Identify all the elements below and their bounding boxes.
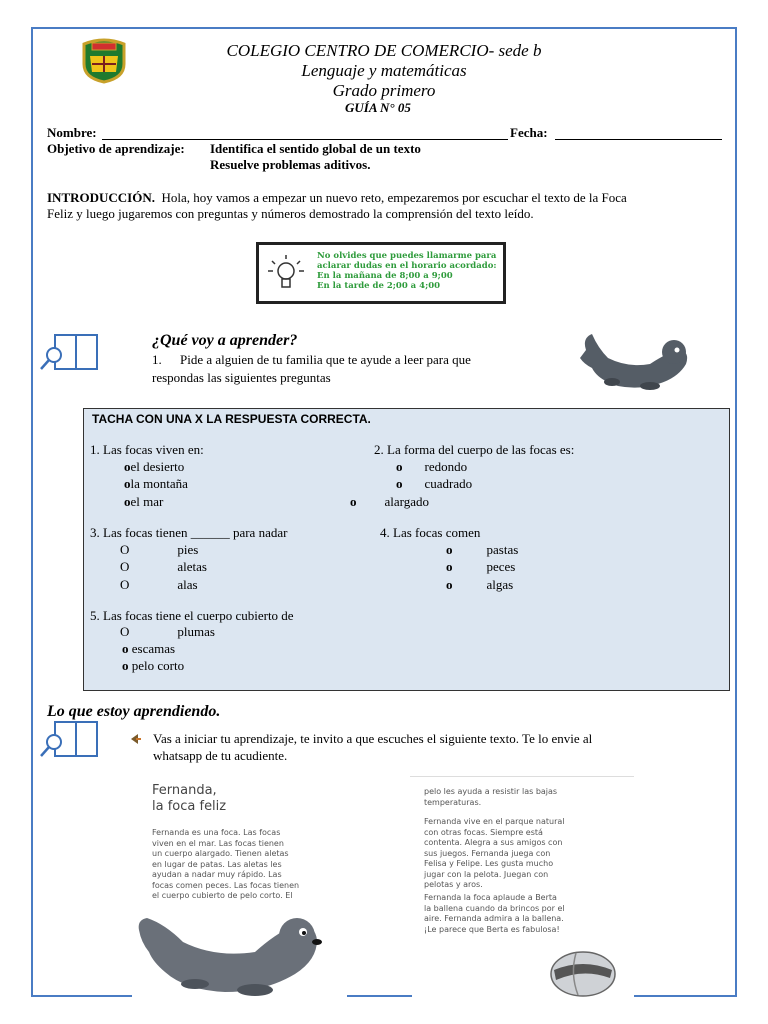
section2-line1: Vas a iniciar tu aprendizaje, te invito a que escuches el siguiente texto. Te lo envie al bbox=[153, 731, 593, 746]
question-5: 5. Las focas tiene el cuerpo cubierto de bbox=[90, 608, 294, 623]
story-left-text: Fernanda es una foca. Las focas viven en el mar. Las focas tienen un cuerpo alargado. Tienen aletas en lugar de patas. Las aletas les ayudan a nadar muy rápido. Las focas comen peces. Las focas tienen el cuerpo cubierto de pelo corto. El bbox=[152, 828, 300, 900]
q4-option-algas[interactable]: o algas bbox=[446, 577, 514, 592]
q1-option-mar[interactable]: oel mar bbox=[124, 494, 164, 509]
q1-option-desierto[interactable]: oel desierto bbox=[124, 459, 185, 474]
story-right-text-2: Fernanda vive en el parque natural con otras focas. Siempre está contenta. Alegra a sus amigos con sus juegos. Fernanda juega con Felisa y Felipe. Les gusta mucho jugar con la pelota. Juegan con pelotas y aros. bbox=[424, 817, 565, 889]
guide-number: GUÍA N° 05 bbox=[345, 100, 411, 115]
quiz-box bbox=[83, 408, 730, 691]
section1-title: ¿Qué voy a aprender? bbox=[152, 332, 298, 349]
objective-2: Resuelve problemas aditivos. bbox=[210, 157, 371, 172]
section2-title: Lo que estoy aprendiendo. bbox=[47, 703, 221, 720]
section1-item-line2: respondas las siguientes preguntas bbox=[152, 370, 331, 385]
q1-option-montana[interactable]: ola montaña bbox=[124, 476, 188, 491]
name-label: Nombre: bbox=[47, 125, 97, 140]
story-title: Fernanda, la foca feliz bbox=[152, 783, 227, 814]
section1-item-number: 1. bbox=[152, 352, 162, 367]
q5-option-pelo-corto[interactable]: o pelo corto bbox=[122, 658, 185, 673]
question-4: 4. Las focas comen bbox=[380, 525, 481, 540]
section1-item-line1: Pide a alguien de tu familia que te ayude a leer para que bbox=[180, 352, 471, 367]
intro-line-1 bbox=[47, 190, 627, 206]
q2-option-alargado[interactable]: o alargado bbox=[350, 494, 430, 509]
q5-option-plumas[interactable]: O plumas bbox=[120, 624, 215, 639]
date-label: Fecha: bbox=[510, 125, 548, 140]
question-2: 2. La forma del cuerpo de las focas es: bbox=[374, 442, 575, 457]
tip-text: No olvides que puedes llamarme para aclarar dudas en el horario acordado: En la mañana de 8;00 a 9;00 En la tarde de 2;00 a 4;00 bbox=[317, 251, 497, 291]
q2-option-cuadrado[interactable]: o cuadrado bbox=[396, 476, 473, 491]
q5-option-escamas[interactable]: o escamas bbox=[122, 641, 176, 656]
date-field[interactable] bbox=[555, 125, 722, 140]
q3-option-alas[interactable]: O alas bbox=[120, 577, 198, 592]
name-field[interactable] bbox=[102, 125, 508, 140]
section2-line2: whatsapp de tu acudiente. bbox=[153, 748, 288, 763]
objective-label: Objetivo de aprendizaje: bbox=[47, 141, 185, 156]
book-search-icon bbox=[39, 720, 99, 760]
seal-illustration bbox=[135, 912, 330, 997]
book-search-icon bbox=[39, 333, 99, 373]
question-3: 3. Las focas tienen ______ para nadar bbox=[90, 525, 288, 540]
seal-illustration bbox=[578, 330, 693, 392]
lightbulb-icon bbox=[267, 253, 305, 295]
question-1: 1. Las focas viven en: bbox=[90, 442, 204, 457]
intro-text-2: Feliz y luego jugaremos con preguntas y números demostrado la comprensión del texto leído. bbox=[47, 206, 534, 221]
q2-option-redondo[interactable]: o redondo bbox=[396, 459, 468, 474]
school-name: COLEGIO CENTRO DE COMERCIO- sede b bbox=[226, 41, 542, 60]
intro-label: INTRODUCCIÓN. bbox=[47, 190, 155, 205]
tip-box bbox=[256, 242, 506, 304]
ball-illustration bbox=[548, 950, 618, 998]
story-right-text-1: pelo les ayuda a resistir las bajas temperaturas. bbox=[424, 787, 558, 807]
grade: Grado primero bbox=[332, 81, 436, 100]
objective-1: Identifica el sentido global de un texto bbox=[210, 141, 421, 156]
arrow-bullet-icon bbox=[130, 733, 142, 745]
story-right-text-3: Fernanda la foca aplaude a Berta la ballena cuando da brincos por el aire. Fernanda admira a la ballena. ¡Le parece que Berta es fabulosa! bbox=[424, 893, 565, 934]
intro-text-1: Hola, hoy vamos a empezar un nuevo reto, empezaremos por escuchar el texto de la Foca bbox=[161, 190, 627, 205]
subjects: Lenguaje y matemáticas bbox=[301, 61, 467, 80]
q4-option-pastas[interactable]: o pastas bbox=[446, 542, 519, 557]
story-divider bbox=[410, 776, 634, 777]
q3-option-pies[interactable]: O pies bbox=[120, 542, 199, 557]
q3-option-aletas[interactable]: O aletas bbox=[120, 559, 207, 574]
q4-option-peces[interactable]: o peces bbox=[446, 559, 516, 574]
quiz-title: TACHA CON UNA X LA RESPUESTA CORRECTA. bbox=[92, 412, 371, 426]
